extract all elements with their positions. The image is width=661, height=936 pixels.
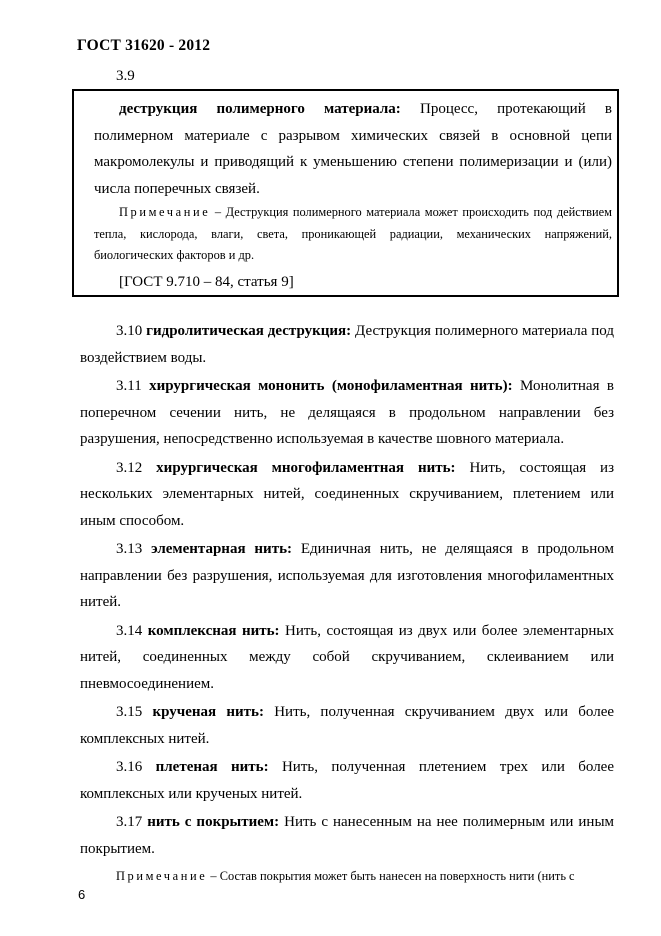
definition-number: 3.13 xyxy=(116,541,143,557)
definition-item xyxy=(80,754,614,807)
definition-term: комплексная нить: xyxy=(147,622,280,639)
section-number: 3.9 xyxy=(116,68,135,84)
boxed-definition-text: Процесс, протекающий в полимерном материале с разрывом химических связей в основной цепи макромолекулы и приводящий к уменьшению степени полимеризации и (или) числа поперечных связей. xyxy=(94,101,612,197)
definition-number: 3.15 xyxy=(116,704,143,720)
boxed-reference: [ГОСТ 9.710 – 84, статья 9] xyxy=(119,273,294,290)
definition-text: Единичная нить, не делящаяся в продольном направлении без разрушения, используемая для изготовления многофиламентных нитей. xyxy=(80,541,615,610)
definition-number: 3.12 xyxy=(116,459,143,476)
definition-term: нить с покрытием: xyxy=(147,814,280,830)
definition-text: Нить, состоящая из нескольких элементарных нитей, соединенных скручиванием, плетением или иным способом. xyxy=(80,459,615,529)
definition-term: хирургическая мононить (монофиламентная нить): xyxy=(149,378,513,394)
definition-number: 3.10 xyxy=(116,323,143,339)
definition-number: 3.14 xyxy=(116,622,143,639)
boxed-definition xyxy=(72,89,619,297)
definition-term: хирургическая многофиламентная нить: xyxy=(156,459,456,476)
boxed-note-text: – Деструкция полимерного материала может происходить под действием тепла, кислорода, влаги, света, проникающей радиации, механических напряжений, биологических факторов и др. xyxy=(94,205,612,262)
boxed-note-label: Примечание xyxy=(119,205,211,219)
definition-text: Нить, полученная скручиванием двух или более комплексных нитей. xyxy=(80,704,615,747)
definition-item xyxy=(80,618,614,698)
definition-item xyxy=(80,455,614,535)
definition-item xyxy=(80,318,614,371)
boxed-definition-paragraph xyxy=(94,96,612,202)
definition-text: Нить с нанесенным на нее полимерным или иным покрытием. xyxy=(80,814,615,857)
definition-number: 3.16 xyxy=(116,759,143,775)
boxed-term: деструкция полимерного материала: xyxy=(119,101,401,117)
definition-text: Нить, полученная плетением трех или более комплексных или крученых нитей. xyxy=(80,759,614,802)
boxed-note xyxy=(94,202,612,267)
bottom-note xyxy=(80,864,614,888)
definition-term: крученая нить: xyxy=(152,704,264,720)
document-header: ГОСТ 31620 - 2012 xyxy=(77,37,211,54)
definition-text: Монолитная в поперечном сечении нить, не делящаяся в продольном направлении без разрушения, непосредственно используемая в качестве шовного материала. xyxy=(80,378,614,447)
bottom-note-label: Примечание xyxy=(116,869,208,883)
definition-text: Деструкция полимерного материала под воздействием воды. xyxy=(80,323,614,366)
definition-number: 3.11 xyxy=(116,378,142,394)
bottom-note-text: – Состав покрытия может быть нанесен на поверхность нити (нить с xyxy=(210,869,575,883)
definition-item xyxy=(80,373,614,453)
definition-item xyxy=(80,536,614,616)
definition-number: 3.17 xyxy=(116,814,143,830)
definition-term: элементарная нить: xyxy=(151,541,292,557)
definition-text: Нить, состоящая из двух или более элементарных нитей, соединенных между собой скручиванием, склеиванием или пневмосоединением. xyxy=(80,622,614,692)
definition-term: гидролитическая деструкция: xyxy=(146,323,352,339)
definition-term: плетеная нить: xyxy=(155,759,269,775)
definitions-list xyxy=(80,318,614,888)
page-number: 6 xyxy=(78,887,86,902)
definition-item xyxy=(80,809,614,862)
definition-item xyxy=(80,699,614,752)
